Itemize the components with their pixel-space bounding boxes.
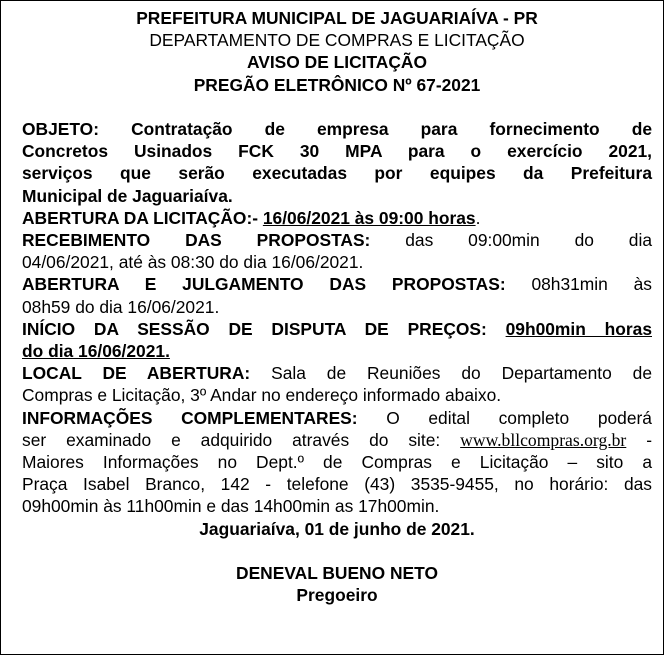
header-notice-title: AVISO DE LICITAÇÃO (246, 52, 428, 73)
julgamento-text-1: 08h31min às (505, 274, 653, 295)
local-line-1 (22, 362, 652, 384)
objeto-line-1 (22, 118, 652, 140)
sessao-value-2: do dia 16/06/2021. (22, 341, 170, 362)
julgamento-label: ABERTURA E JULGAMENTO DAS PROPOSTAS: (22, 274, 506, 295)
section-local (22, 362, 652, 406)
recebimento-label: RECEBIMENTO DAS PROPOSTAS: (22, 230, 371, 251)
section-recebimento (22, 229, 652, 273)
recebimento-line-1 (22, 229, 652, 251)
header-department: DEPARTAMENTO DE COMPRAS E LICITAÇÃO (149, 30, 525, 51)
header-auction-number: PREGÃO ELETRÔNICO Nº 67-2021 (193, 74, 481, 95)
recebimento-text-1: das 09:00min do dia (370, 230, 652, 251)
date-line: Jaguariaíva, 01 de junho de 2021. (199, 518, 475, 539)
signature-role: Pregoeiro (296, 585, 378, 606)
signature-name: DENEVAL BUENO NETO (236, 563, 438, 584)
informacoes-line-5: 09h00min às 11h00min e das 14h00min as 17h00min. (22, 496, 440, 517)
section-abertura (22, 207, 652, 229)
section-informacoes (22, 407, 652, 518)
informacoes-text-2: ser examinado e adquirido através do site: (22, 429, 461, 450)
spacer (22, 96, 652, 118)
informacoes-label: INFORMAÇÕES COMPLEMENTARES: (22, 407, 358, 428)
julgamento-line-1 (22, 273, 652, 295)
local-line-2: Compras e Licitação, 3º Andar no endereço informado abaixo. (22, 385, 502, 406)
notice-document (22, 7, 652, 606)
signature-block (22, 562, 652, 606)
local-label: LOCAL DE ABERTURA: (22, 363, 251, 384)
objeto-label: OBJETO: (22, 119, 99, 139)
informacoes-suffix-2: - (626, 429, 653, 450)
informacoes-line-3: Maiores Informações no Dept.º de Compras e Licitação – sito a (22, 452, 652, 473)
abertura-value: 16/06/2021 às 09:00 horas (262, 207, 476, 228)
section-objeto (22, 118, 652, 207)
informacoes-line-1 (22, 407, 652, 429)
site-link[interactable]: www.bllcompras.org.br (460, 429, 627, 450)
recebimento-line-2: 04/06/2021, até às 08:30 do dia 16/06/2021. (22, 252, 364, 273)
local-text-1: Sala de Reuniões do Departamento de (250, 363, 652, 384)
sessao-value-1: 09h00min horas (505, 318, 652, 339)
objeto-line-4: Municipal de Jaguariaíva. (22, 185, 233, 206)
notice-header (22, 7, 652, 96)
sessao-label: INÍCIO DA SESSÃO DE DISPUTA DE PREÇOS: (22, 318, 506, 339)
abertura-suffix: . (475, 207, 481, 228)
julgamento-line-2: 08h59 do dia 16/06/2021. (22, 296, 220, 317)
section-julgamento (22, 273, 652, 317)
objeto-text-1: Contratação de empresa para fornecimento de (98, 119, 652, 139)
objeto-line-3: serviços que serão executadas por equipes da Prefeitura (22, 163, 652, 184)
objeto-line-2: Concretos Usinados FCK 30 MPA para o exercício 2021, (22, 141, 652, 162)
abertura-label: ABERTURA DA LICITAÇÃO:- (22, 207, 263, 228)
header-municipality: PREFEITURA MUNICIPAL DE JAGUARIAÍVA - PR (136, 8, 538, 28)
informacoes-text-1: O edital completo poderá (357, 407, 652, 428)
informacoes-line-4: Praça Isabel Branco, 142 - telefone (43) 3535-9455, no horário: das (22, 474, 652, 495)
sessao-line-1 (22, 318, 652, 340)
informacoes-line-2 (22, 429, 652, 451)
section-sessao (22, 318, 652, 362)
